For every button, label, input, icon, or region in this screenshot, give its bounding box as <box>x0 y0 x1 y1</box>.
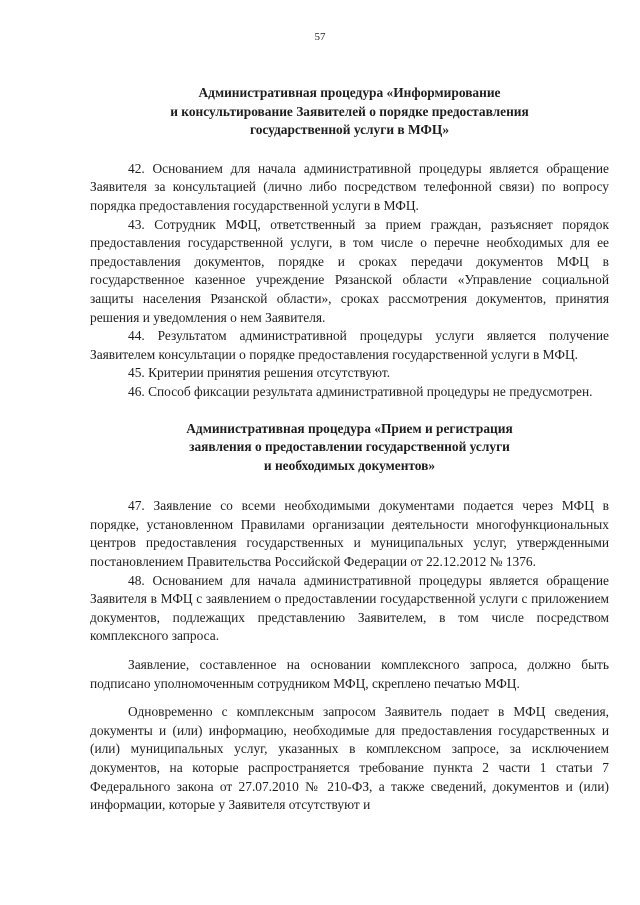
heading-line: Административная процедура «Прием и регистрация <box>186 420 513 436</box>
paragraph-45: 45. Критерии принятия решения отсутствуют. <box>128 365 391 381</box>
paragraph-43: 43. Сотрудник МФЦ, ответственный за прием граждан, разъясняет порядок предоставления государственной услуги, в том числе о перечне необходимых для ее предоставления документов, порядке и сроках передачи документов МФЦ в государственное казенное учреждение Рязанской области «Управление социальной защиты населения Рязанской области», сроках рассмотрения документов, принятия решения и уведомления о нем Заявителя. <box>90 216 609 325</box>
paragraph-46: 46. Способ фиксации результата административной процедуры не предусмотрен. <box>128 383 593 399</box>
document-body <box>90 84 609 815</box>
paragraph-47: 47. Заявление со всеми необходимыми документами подается через МФЦ в порядке, установленном Правилами организации деятельности многофункциональных центров предоставления государственных и муниципальных услуг, утвержденными постановлением Правительства Российской Федерации от 22.12.2012 № 1376. <box>90 498 609 570</box>
heading-line: государственной услуги в МФЦ» <box>249 122 450 138</box>
heading-line: и консультирование Заявителей о порядке предоставления <box>170 103 529 119</box>
heading-line: и необходимых документов» <box>263 457 436 473</box>
heading-line: Административная процедура «Информирование <box>198 85 501 100</box>
heading-line: заявления о предоставлении государственной услуги <box>189 439 510 455</box>
paragraph-42: 42. Основанием для начала административной процедуры является обращение Заявителя за консультацией (лично либо посредством телефонной связи) по вопросу порядка предоставления государственной услуги в МФЦ. <box>90 160 609 213</box>
page-number: 57 <box>314 31 326 43</box>
paragraph-complex-request-signature: Заявление, составленное на основании комплексного запроса, должно быть подписано уполномоченным сотрудником МФЦ, скреплено печатью МФЦ. <box>90 657 609 691</box>
paragraph-48: 48. Основанием для начала административной процедуры является обращение Заявителя в МФЦ с заявлением о предоставлении государственной услуги с приложением документов, подлежащих представлению Заявителем, в том числе посредством комплексного запроса. <box>90 572 609 644</box>
paragraph-complex-request-documents: Одновременно с комплексным запросом Заявитель подает в МФЦ сведения, документы и (или) информацию, необходимые для предоставления государственных и (или) муниципальных услуг, указанных в комплексном запросе, за исключением документов, на которые распространяется требование пункта 2 части 1 статьи 7 Федерального закона от 27.07.2010 № 210-ФЗ, а также сведений, документов и (или) информации, которые у Заявителя отсутствуют и <box>90 704 609 813</box>
section-heading-reception <box>110 420 589 476</box>
section-heading-informing <box>110 84 589 140</box>
paragraph-44: 44. Результатом административной процедуры услуги является получение Заявителем консультации о порядке предоставления государственной услуги в МФЦ. <box>90 328 609 362</box>
